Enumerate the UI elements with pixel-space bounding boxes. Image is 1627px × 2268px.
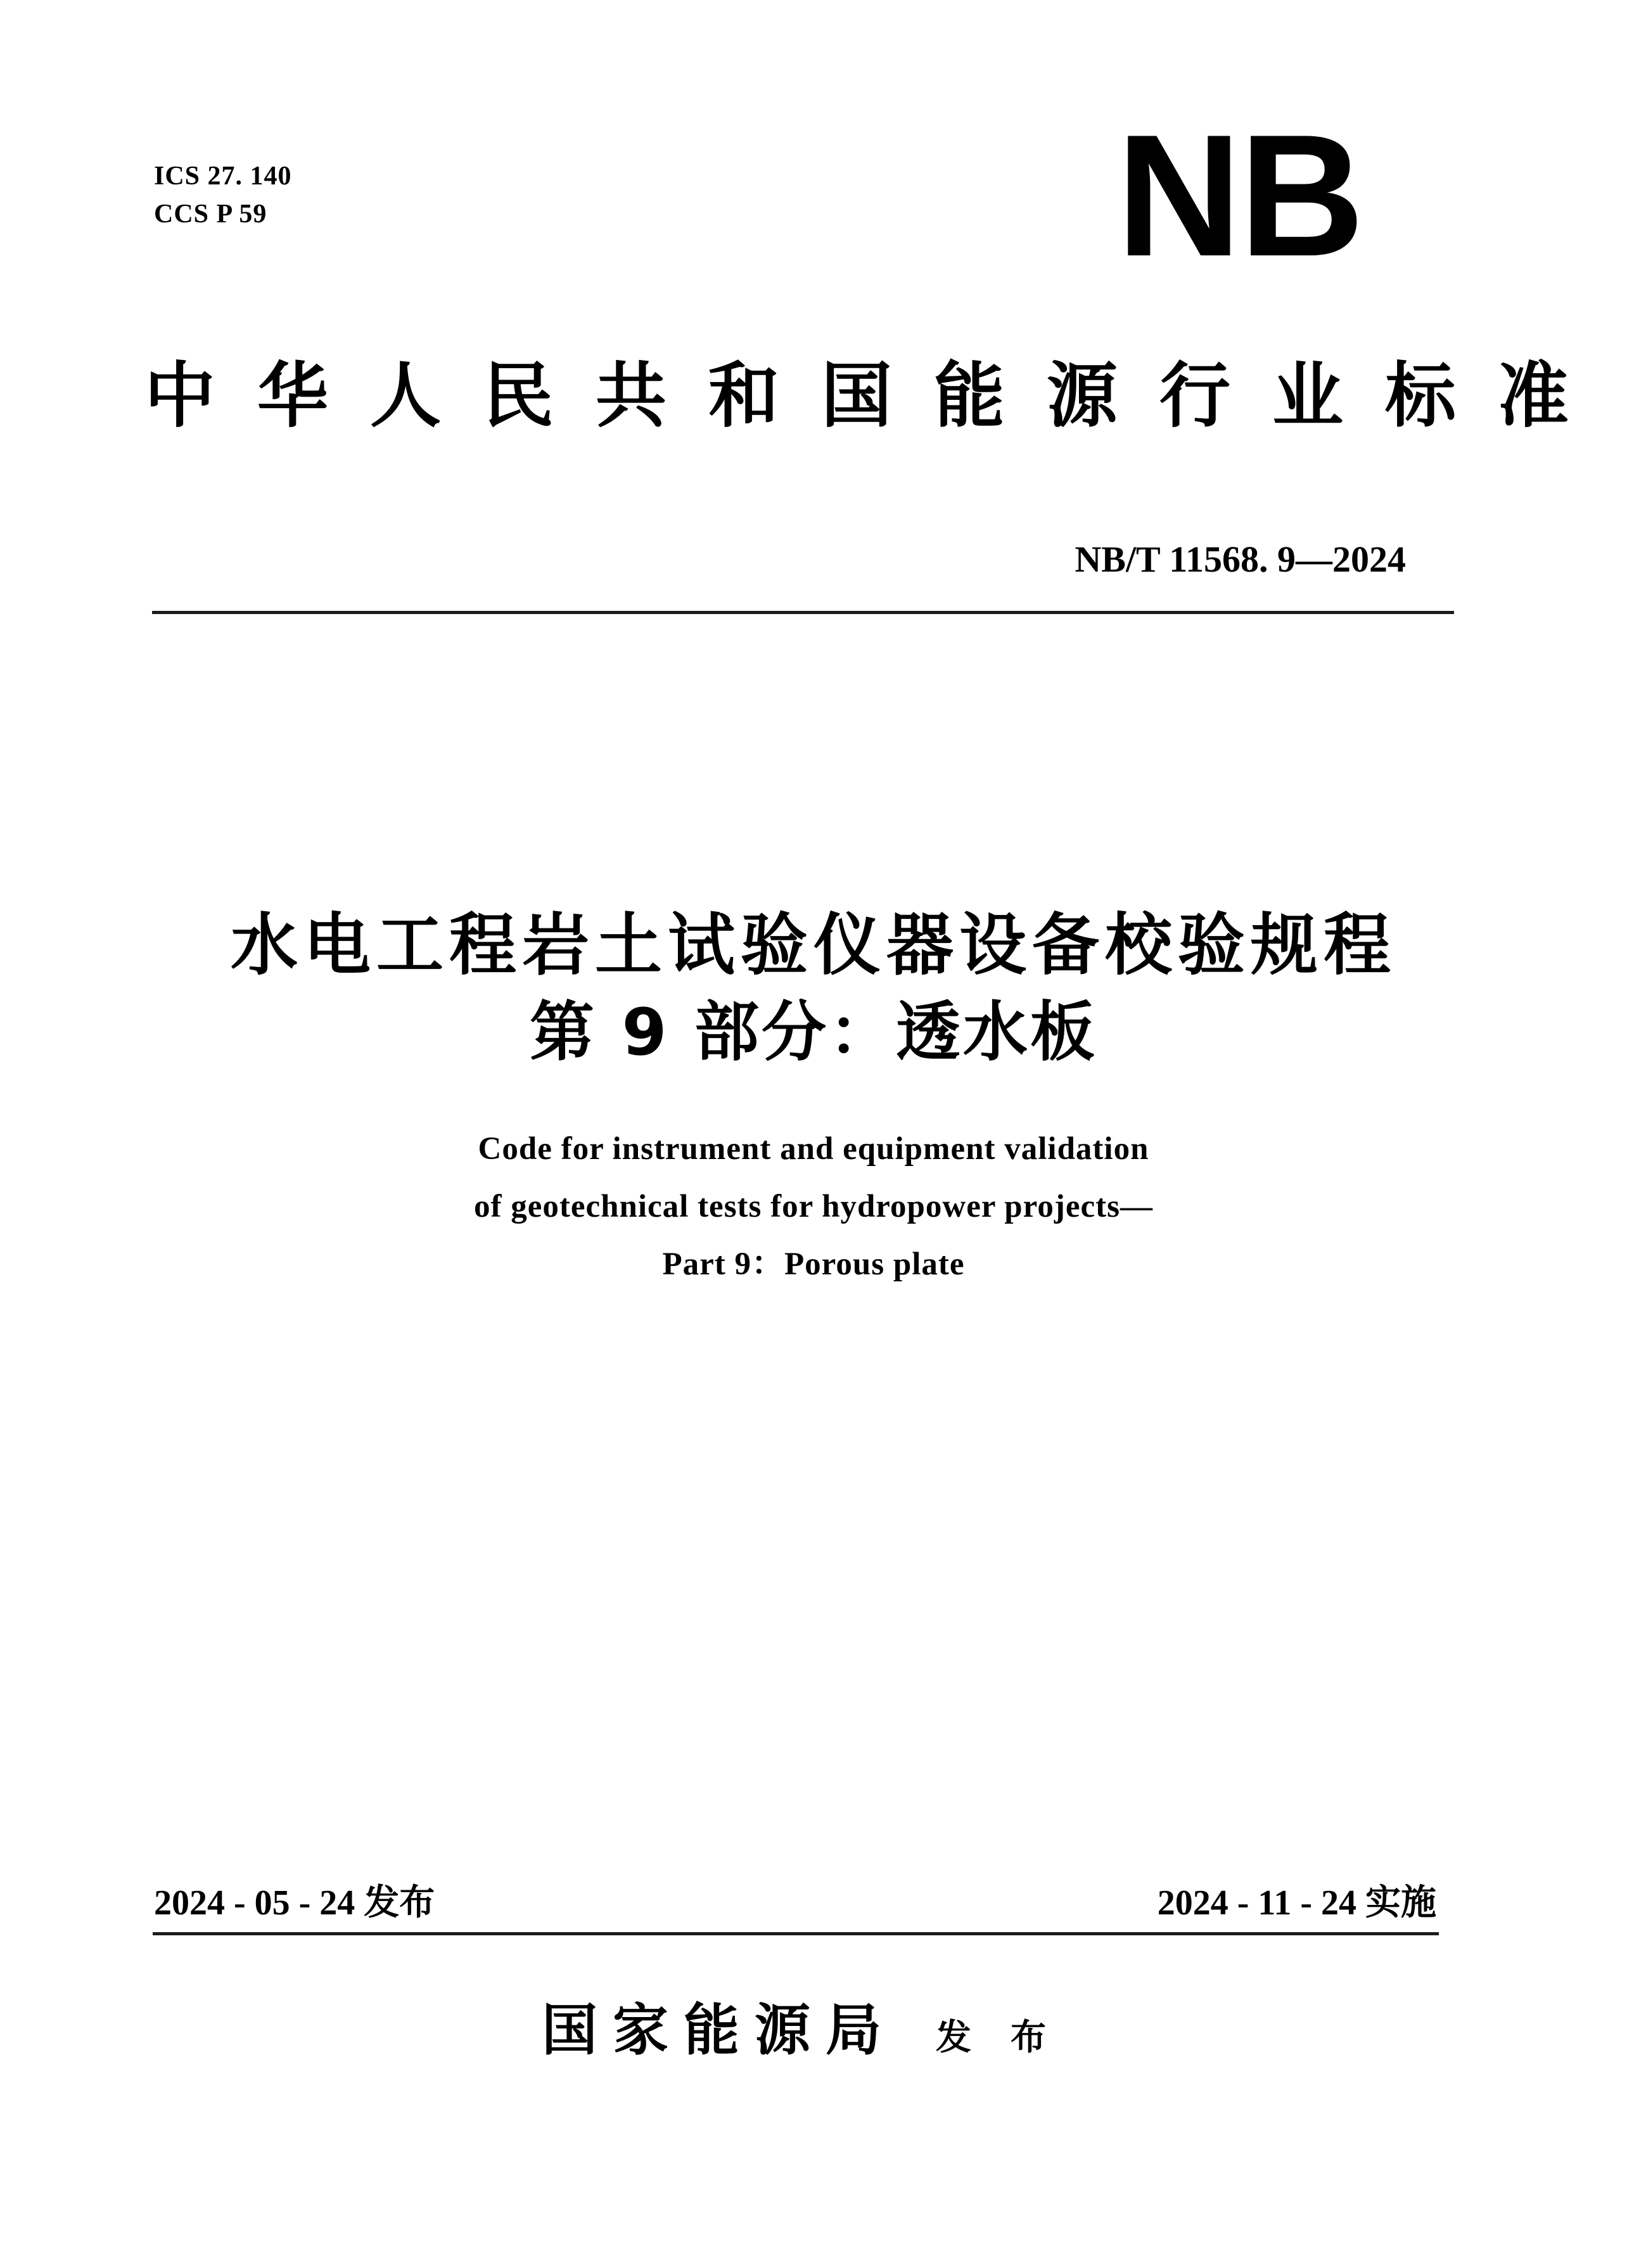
- issue-action-label: 发布: [936, 2018, 1085, 2058]
- title-en-line1: Code for instrument and equipment validation: [478, 1131, 1149, 1167]
- title-cn-line1: 水电工程岩土试验仪器设备校验规程: [231, 906, 1396, 984]
- issue-date: 2024 - 05 - 24 发布: [154, 1883, 435, 1923]
- classification-codes: [154, 157, 292, 233]
- standard-number: NB/T 11568. 9—2024: [1075, 539, 1406, 580]
- bottom-divider-line: [153, 1932, 1439, 1935]
- title-en-line2: of geotechnical tests for hydropower projects—: [474, 1189, 1153, 1224]
- implementation-date: 2024 - 11 - 24 实施: [1157, 1883, 1436, 1923]
- issuer-name: 国家能源局: [541, 2001, 896, 2062]
- ics-code: ICS 27. 140: [154, 162, 292, 191]
- standard-category-title: 中华人民共和国能源行业标准: [144, 357, 1611, 436]
- title-en-line3: Part 9：Porous plate: [662, 1246, 965, 1282]
- top-divider-line: [152, 611, 1454, 614]
- title-en: [0, 1120, 1627, 1293]
- ccs-code: CCS P 59: [154, 200, 267, 229]
- nb-logo: NB: [1116, 99, 1362, 293]
- title-cn-line2: 第 9 部分：透水板: [530, 995, 1097, 1070]
- issuer-row: [0, 2002, 1627, 2061]
